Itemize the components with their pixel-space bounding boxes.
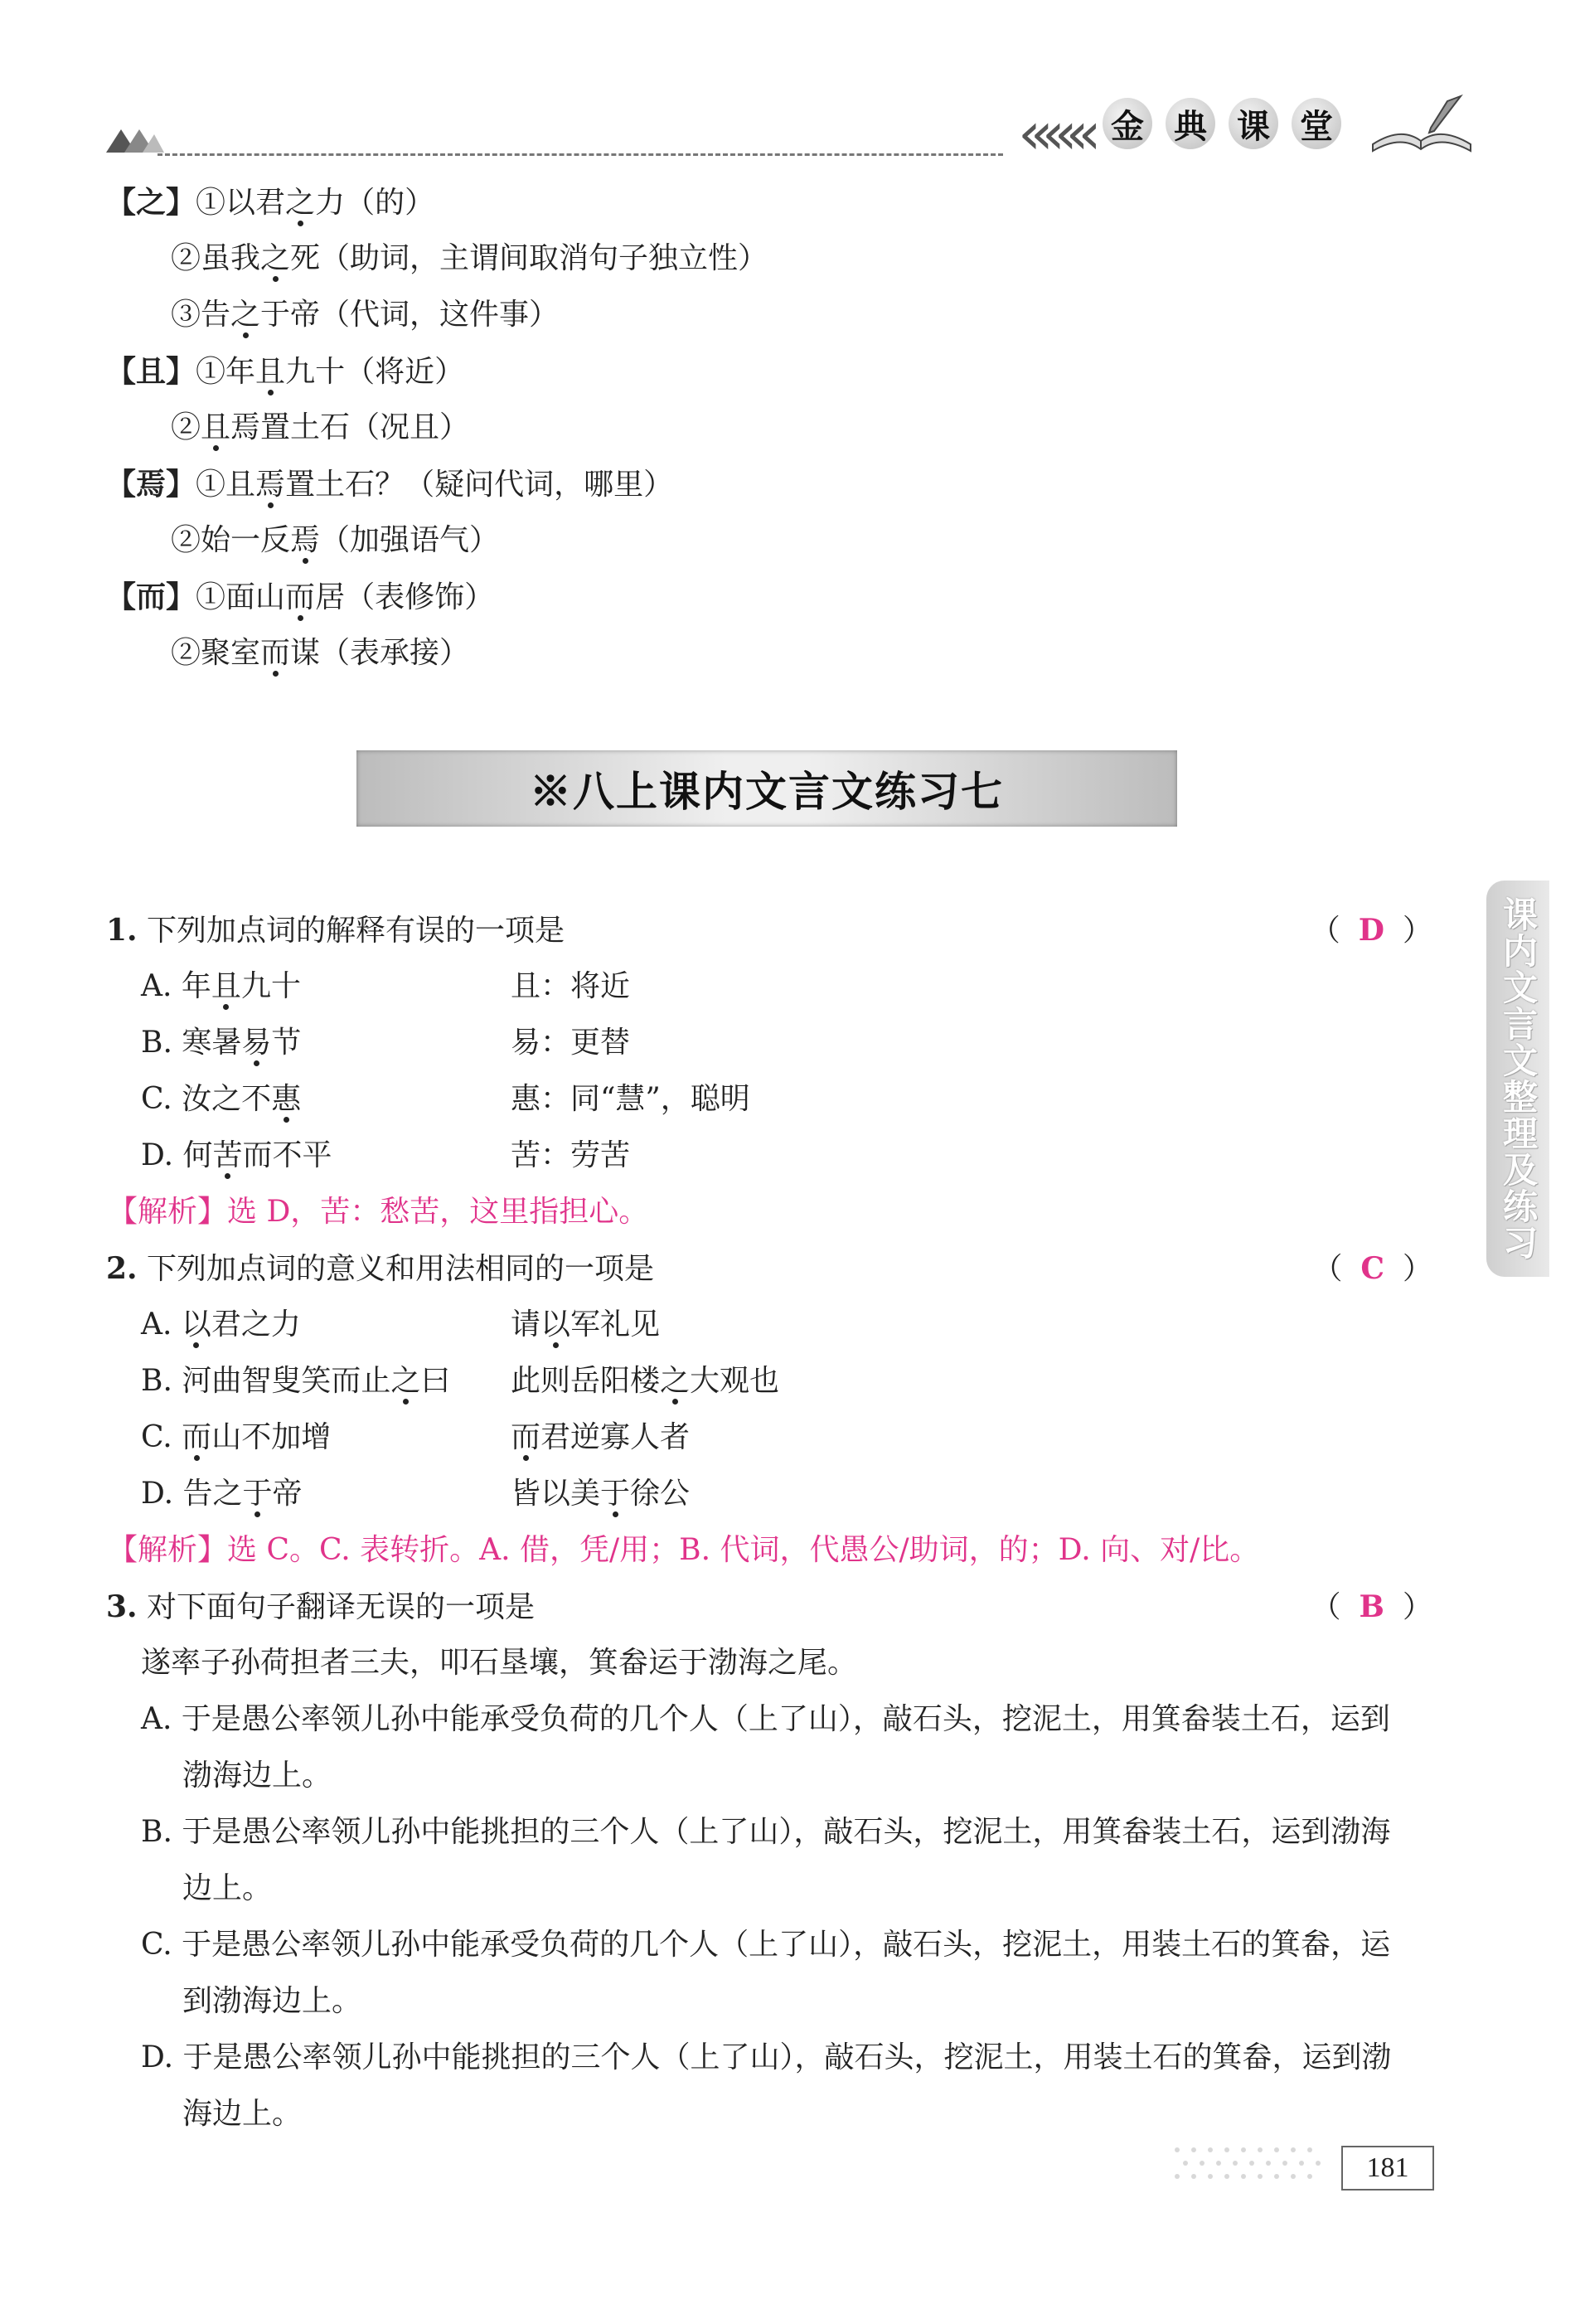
- option-block: A. 于是愚公率领儿孙中能承受负荷的几个人（上了山），敲石头，挖泥土，用箕畚装土石，运到 渤海边上。: [106, 1691, 1432, 1804]
- option-row: C. 汝之不惠 惠：同“慧”，聪明: [106, 1071, 1432, 1128]
- answer-letter: B: [1359, 1589, 1384, 1624]
- question-stem: 下列加点词的意义和用法相同的一项是: [147, 1252, 655, 1286]
- vocab-row: [106, 230, 768, 287]
- item-text: 聚室: [201, 636, 261, 670]
- dotted-char: 而: [511, 1420, 541, 1454]
- option-text: 于是愚公率领儿孙中能挑担的三个人（上了山），敲石头，挖泥土，用装土石的箕畚，运到渤: [182, 2040, 1392, 2074]
- section-title: ※八上课内文言文练习七: [356, 750, 1177, 827]
- dotted-char: 之: [390, 1364, 421, 1398]
- vocab-row: [106, 343, 768, 400]
- item-text: 谋（表承接）: [290, 636, 470, 670]
- item-num: ②: [171, 523, 201, 557]
- answer-slot: （ B ）: [1311, 1589, 1432, 1624]
- dotted-char: 而: [285, 580, 316, 614]
- question-stem-line: [106, 902, 1432, 958]
- question-number: 1.: [106, 913, 138, 948]
- option-row: B. 河曲智叟笑而止之曰 此则岳阳楼之大观也: [106, 1353, 1432, 1409]
- vocab-row: [106, 400, 768, 456]
- option-explanation: 苦：劳苦: [511, 1138, 631, 1172]
- option-block: B. 于是愚公率领儿孙中能挑担的三个人（上了山），敲石头，挖泥土，用箕畚装土石，运到渤海 边上。: [106, 1804, 1432, 1917]
- dotted-char: 之: [285, 186, 316, 220]
- item-text: 始一反: [201, 523, 291, 557]
- vocab-block: [106, 174, 768, 682]
- option-text: 于是愚公率领儿孙中能承受负荷的几个人（上了山），敲石头，挖泥土，用箕畚装土石，运到: [181, 1702, 1390, 1736]
- dotted-char: 以: [181, 1308, 211, 1342]
- question-1: [106, 902, 1432, 1240]
- question-number: 3.: [106, 1589, 138, 1624]
- vocab-row: [106, 625, 768, 682]
- dot-pattern-icon: [1161, 2142, 1326, 2188]
- option-text: 于是愚公率领儿孙中能承受负荷的几个人（上了山），敲石头，挖泥土，用装土石的箕畚，运: [182, 1928, 1391, 1962]
- header-title-char: 课: [1229, 98, 1278, 149]
- header-title: [1103, 98, 1341, 149]
- analysis-text: 【解析】选 C。C. 表转折。A. 借，凭/用；B. 代词，代愚公/助词，的；D. 向、对/比。: [108, 1533, 1260, 1567]
- item-text: 以君: [225, 186, 286, 220]
- dotted-char: 而: [260, 636, 291, 670]
- dotted-char: 苦: [212, 1138, 243, 1172]
- option-block: D. 于是愚公率领儿孙中能挑担的三个人（上了山），敲石头，挖泥土，用装土石的箕畚，运到渤 海边上。: [106, 2030, 1432, 2142]
- question-2: [106, 1240, 1432, 1579]
- question-stem-line: [106, 1240, 1432, 1297]
- item-num: ①: [196, 355, 226, 389]
- item-num: ②: [171, 410, 201, 444]
- option-text: 渤海边上。: [182, 1759, 332, 1793]
- answer-slot: （ C ）: [1312, 1251, 1432, 1286]
- item-text: 且: [225, 468, 256, 502]
- double-chevron-icon: «««: [1018, 99, 1090, 167]
- option-text: 到渤海边上。: [182, 1984, 362, 2018]
- dotted-char: 且: [201, 410, 231, 444]
- option-explanation: 易：更替: [511, 1026, 631, 1060]
- item-text: 焉置土石（况且）: [230, 410, 470, 444]
- question-stem: 下列加点词的解释有误的一项是: [147, 914, 565, 948]
- item-num: ②: [171, 636, 201, 670]
- option-compare: 而君逆寡人者: [511, 1420, 691, 1454]
- dotted-char: 焉: [290, 523, 321, 557]
- dotted-char: 以: [540, 1308, 571, 1342]
- dotted-char: 于: [242, 1477, 273, 1511]
- dotted-char: 而: [182, 1420, 212, 1454]
- header-divider: [158, 153, 1003, 156]
- option-row: D. 告之于帝 皆以美于徐公: [106, 1466, 1432, 1522]
- question-3: [106, 1579, 1432, 2142]
- header-title-char: 堂: [1292, 98, 1341, 149]
- item-text: 置土石？（疑问代词，哪里）: [285, 468, 674, 502]
- vocab-row: [106, 456, 768, 512]
- option-compare: 请以军礼见: [511, 1308, 661, 1342]
- vocab-row: [106, 287, 768, 343]
- answer-letter: D: [1358, 913, 1384, 948]
- option-block: C. 于是愚公率领儿孙中能承受负荷的几个人（上了山），敲石头，挖泥土，用装土石的箕畚，运 到渤海边上。: [106, 1917, 1432, 2030]
- item-num: ③: [171, 298, 201, 332]
- page-number: 181: [1341, 2146, 1434, 2191]
- dotted-char: 且: [211, 969, 241, 1003]
- option-text: 海边上。: [182, 2097, 303, 2131]
- side-tab: [1486, 881, 1549, 1277]
- option-row: C. 而山不加增 而君逆寡人者: [106, 1409, 1432, 1466]
- item-num: ②: [171, 241, 201, 275]
- item-text: 九十（将近）: [285, 355, 465, 389]
- dotted-char: 易: [241, 1026, 272, 1060]
- item-text: 告: [201, 298, 231, 332]
- item-text: 力（的）: [315, 186, 435, 220]
- dotted-char: 焉: [255, 468, 286, 502]
- vocab-row: [106, 512, 768, 569]
- question-stem: 对下面句子翻译无误的一项是: [147, 1590, 536, 1624]
- dotted-char: 于: [600, 1477, 631, 1511]
- answer-slot: （ D ）: [1310, 913, 1432, 948]
- option-row: B. 寒暑易节 易：更替: [106, 1015, 1432, 1071]
- item-text: 于帝（代词，这件事）: [260, 298, 560, 332]
- item-num: ①: [196, 468, 226, 502]
- side-tab-label: 课内文言文整理及练习: [1498, 896, 1539, 1261]
- option-text: 于是愚公率领儿孙中能挑担的三个人（上了山），敲石头，挖泥土，用箕畚装土石，运到渤海: [182, 1815, 1391, 1849]
- option-row: A. 以君之力 请以军礼见: [106, 1297, 1432, 1353]
- question-number: 2.: [106, 1251, 138, 1286]
- vocab-key: 【且】: [106, 354, 196, 389]
- option-row: A. 年且九十 且：将近: [106, 958, 1432, 1015]
- triangles-icon: [106, 124, 164, 154]
- item-text: （加强语气）: [320, 523, 500, 557]
- vocab-key: 【焉】: [106, 467, 196, 502]
- option-row: D. 何苦而不平 苦：劳苦: [106, 1128, 1432, 1184]
- item-text: 居（表修饰）: [315, 580, 495, 614]
- source-sentence: 遂率子孙荷担者三夫，叩石垦壤，箕畚运于渤海之尾。: [141, 1646, 858, 1680]
- vocab-row: [106, 569, 768, 625]
- open-book-icon: [1368, 93, 1476, 159]
- option-explanation: 惠：同“慧”，聪明: [511, 1082, 750, 1116]
- item-text: 年: [225, 355, 256, 389]
- analysis-text: 【解析】选 D，苦：愁苦，这里指担心。: [108, 1195, 649, 1229]
- option-compare: 此则岳阳楼之大观也: [511, 1364, 780, 1398]
- item-text: 虽我: [201, 241, 261, 275]
- header-title-char: 金: [1103, 98, 1152, 149]
- item-num: ①: [196, 186, 226, 220]
- question-stem-line: [106, 1579, 1432, 1635]
- answer-letter: C: [1360, 1251, 1384, 1286]
- header-title-char: 典: [1166, 98, 1215, 149]
- dotted-char: 之: [230, 298, 261, 332]
- vocab-key: 【而】: [106, 580, 196, 614]
- dotted-char: 之: [260, 241, 291, 275]
- dotted-char: 且: [255, 355, 286, 389]
- option-compare: 皆以美于徐公: [511, 1477, 691, 1511]
- dotted-char: 之: [660, 1364, 691, 1398]
- item-text: 面山: [225, 580, 286, 614]
- vocab-row: [106, 174, 768, 230]
- option-text: 边上。: [182, 1871, 273, 1905]
- vocab-key: 【之】: [106, 185, 196, 220]
- item-num: ①: [196, 580, 226, 614]
- dotted-char: 惠: [271, 1082, 302, 1116]
- item-text: 死（助词，主谓间取消句子独立性）: [290, 241, 768, 275]
- option-explanation: 且：将近: [511, 969, 631, 1003]
